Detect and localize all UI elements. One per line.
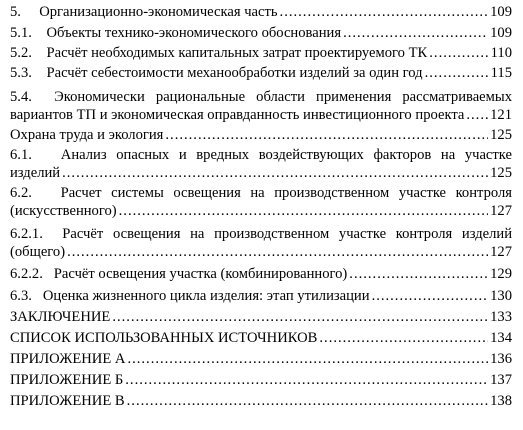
toc-entry-label — [10, 44, 427, 62]
toc-entry-label — [10, 287, 370, 305]
toc-page-number: 127 — [490, 244, 512, 260]
toc-entry-number: 5. — [10, 4, 21, 20]
toc-entry-title: СПИСОК ИСПОЛЬЗОВАННЫХ ИСТОЧНИКОВ — [10, 330, 318, 346]
toc-entry-appendix-b[interactable] — [10, 371, 512, 392]
toc-entry-conclusion[interactable] — [10, 308, 512, 329]
toc-page-number: 121 — [490, 107, 512, 123]
toc-entry-5-3[interactable] — [10, 64, 512, 88]
toc-page-number: 115 — [490, 65, 512, 81]
toc-entry-title: ПРИЛОЖЕНИЕ В — [10, 393, 125, 409]
dot-leader — [127, 392, 488, 410]
toc-entry-title: ПРИЛОЖЕНИЕ Б — [10, 372, 124, 388]
toc-entry-number: 5.1. — [10, 25, 32, 41]
toc-page-number: 134 — [490, 330, 512, 346]
dot-leader — [343, 24, 488, 42]
toc-entry-6-3[interactable] — [10, 287, 512, 308]
toc-entry-title-continued: (общего) — [10, 244, 66, 260]
toc-entry-title-continued: (искусственного) — [10, 203, 117, 219]
toc-entry-title: ЗАКЛЮЧЕНИЕ — [10, 309, 111, 325]
dot-leader — [466, 106, 488, 124]
toc-entry-appendix-v[interactable] — [10, 392, 512, 413]
dot-leader — [372, 287, 489, 305]
dot-leader — [429, 44, 488, 62]
dot-leader — [127, 350, 488, 368]
toc-entry-6-2[interactable] — [10, 184, 512, 225]
toc-page-number: 125 — [490, 127, 512, 143]
toc-entry-safety[interactable] — [10, 126, 512, 146]
dot-leader — [125, 371, 488, 389]
dot-leader — [319, 329, 488, 347]
toc-entry-title: Оценка жизненного цикла изделия: этап утилизации — [42, 288, 370, 304]
toc-entry-title: Расчёт себестоимости механообработки изделий за один год — [46, 65, 423, 81]
toc-entry-number: 6.2. — [10, 185, 32, 201]
toc-entry-first-line — [10, 88, 512, 106]
toc-page-number: 127 — [490, 203, 512, 219]
toc-entry-5-4[interactable] — [10, 88, 512, 126]
toc-entry-number: 5.2. — [10, 45, 32, 61]
toc-entry-title: Экономически рациональные области применения рассматриваемых — [54, 89, 512, 105]
toc-entry-6-2-2[interactable] — [10, 265, 512, 287]
toc-page-number: 129 — [490, 266, 512, 282]
toc-entry-references[interactable] — [10, 329, 512, 350]
toc-entry-title: Охрана труда и экология — [10, 127, 164, 143]
toc-entry-title: Расчёт необходимых капитальных затрат проектируемого ТК — [46, 45, 428, 61]
dot-leader — [280, 3, 489, 21]
toc-entry-label — [10, 265, 347, 283]
table-of-contents — [10, 3, 512, 413]
dot-leader — [425, 64, 489, 82]
toc-page-number: 133 — [490, 309, 512, 325]
toc-entry-title: Расчёт освещения на производственном участке контроля изделий — [62, 226, 512, 242]
toc-entry-5-1[interactable] — [10, 24, 512, 44]
toc-page-number: 125 — [490, 165, 512, 181]
toc-entry-title: Расчет системы освещения на производственном участке контроля — [60, 185, 512, 201]
dot-leader — [112, 308, 488, 326]
dot-leader — [67, 243, 488, 261]
dot-leader — [349, 265, 488, 283]
toc-entry-6-1[interactable] — [10, 146, 512, 184]
toc-entry-first-line — [10, 184, 512, 202]
toc-page-number: 109 — [490, 4, 512, 20]
dot-leader — [62, 164, 488, 182]
toc-entry-label — [10, 64, 423, 82]
toc-entry-first-line — [10, 146, 512, 164]
toc-entry-number: 6.2.1. — [10, 226, 43, 242]
toc-page-number: 110 — [490, 45, 512, 61]
toc-entry-number: 6.2.2. — [10, 266, 43, 282]
toc-entry-5[interactable] — [10, 3, 512, 24]
toc-entry-title: ПРИЛОЖЕНИЕ А — [10, 351, 126, 367]
toc-entry-number: 5.4. — [10, 89, 32, 105]
toc-entry-5-2[interactable] — [10, 44, 512, 64]
toc-entry-title: Анализ опасных и вредных воздействующих факторов на участке — [60, 147, 512, 163]
toc-entry-title: Расчёт освещения участка (комбинированного) — [53, 266, 348, 282]
toc-entry-appendix-a[interactable] — [10, 350, 512, 371]
toc-entry-first-line — [10, 225, 512, 243]
toc-page-number: 130 — [490, 288, 512, 304]
toc-entry-title-continued: вариантов ТП и экономическая оправданность инвестиционного проекта — [10, 107, 465, 123]
toc-entry-6-2-1[interactable] — [10, 225, 512, 265]
dot-leader — [165, 126, 488, 144]
toc-entry-title-continued: изделий — [10, 165, 61, 181]
toc-entry-title: Объекты технико-экономического обоснования — [46, 25, 342, 41]
toc-entry-title: Организационно-экономическая часть — [39, 4, 278, 20]
toc-entry-number: 6.1. — [10, 147, 32, 163]
toc-entry-label — [10, 3, 278, 21]
toc-page-number: 109 — [490, 25, 512, 41]
toc-page-number: 138 — [490, 393, 512, 409]
toc-entry-label — [10, 24, 341, 42]
toc-entry-number: 5.3. — [10, 65, 32, 81]
toc-page-number: 136 — [490, 351, 512, 367]
toc-page-number: 137 — [490, 372, 512, 388]
toc-entry-number: 6.3. — [10, 288, 32, 304]
dot-leader — [119, 202, 488, 220]
